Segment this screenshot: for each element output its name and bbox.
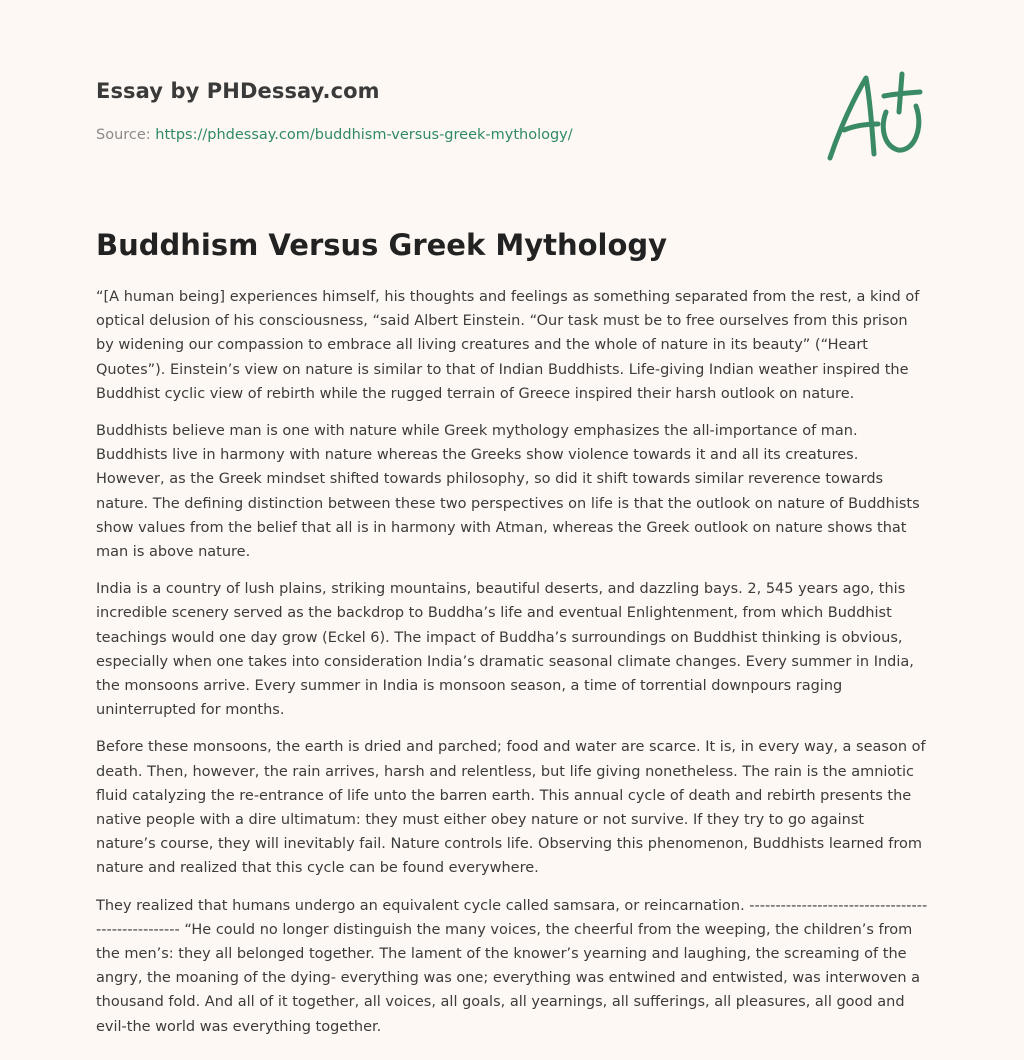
essay-paragraph: India is a country of lush plains, striking mountains, beautiful deserts, and dazzling bays. 2, 545 years ago, this incredible scenery served as the backdrop to Buddha’s life and eventual Enlightenment, from which Buddhist teachings would one day grow (Eckel 6). The impact of Buddha’s surroundings on Buddhist thinking is obvious, especially when one takes into consideration India’s dramatic seasonal climate changes. Every summer in India, the monsoons arrive. Every summer in India is monsoon season, a time of torrential downpours raging uninterrupted for months. [96, 581, 914, 719]
essay-paragraph: Before these monsoons, the earth is dried and parched; food and water are scarce. It is, in every way, a season of death. Then, however, the rain arrives, harsh and relentless, but life giving nonetheless. The rain is the amniotic fluid catalyzing the re-entrance of life unto the barren earth. This annual cycle of death and rebirth presents the native people with a dire ultimatum: they must either obey nature or not survive. If they try to go against nature’s course, they will inevitably fail. Nature controls life. Observing this phenomenon, Buddhists learned from nature and realized that this cycle can be found everywhere. [96, 739, 926, 877]
essay-paragraph: “[A human being] experiences himself, his thoughts and feelings as something separated from the rest, a kind of optical delusion of his consciousness, “said Albert Einstein. “Our task must be to free ourselves from this prison by widening our compassion to embrace all living creatures and the whole of nature in its beauty” (“Heart Quotes”). Einstein’s view on nature is similar to that of Indian Buddhists. Life-giving Indian weather inspired the Buddhist cyclic view of rebirth while the rugged terrain of Greece inspired their harsh outlook on nature. [96, 289, 920, 402]
essay-body [96, 285, 928, 1052]
essay-paragraph: They realized that humans undergo an equivalent cycle called samsara, or reincarnation. -------------------------------------------------- “He could no longer distinguish the many voices, the cheerful from the weeping, the children’s from the men’s: they all belonged together. The lament of the knower’s yearning and laughing, the screaming of the angry, the moaning of the dying- everything was one; everything was entwined and entwisted, was interwoven a thousand fold. And all of it together, all voices, all goals, all yearnings, all sufferings, all pleasures, all good and evil-the world was everything together. [96, 897, 928, 1035]
essay-title: Buddhism Versus Greek Mythology [96, 228, 668, 262]
source-link[interactable]: https://phdessay.com/buddhism-versus-greek-mythology/ [155, 127, 573, 143]
source-label: Source: [96, 127, 156, 143]
site-brand: Essay by PHDessay.com [96, 79, 380, 103]
essay-paragraph: Buddhists believe man is one with nature while Greek mythology emphasizes the all-importance of man. Buddhists live in harmony with nature whereas the Greeks show violence towards it and all its creatures. However, as the Greek mindset shifted towards philosophy, so did it shift towards similar reverence towards nature. The defining distinction between these two perspectives on life is that the outlook on nature of Buddhists show values from the belief that all is in harmony with Atman, whereas the Greek outlook on nature shows that man is above nature. [96, 423, 920, 561]
a-plus-logo-icon [820, 66, 932, 168]
header [96, 78, 796, 145]
source-line [96, 125, 796, 145]
